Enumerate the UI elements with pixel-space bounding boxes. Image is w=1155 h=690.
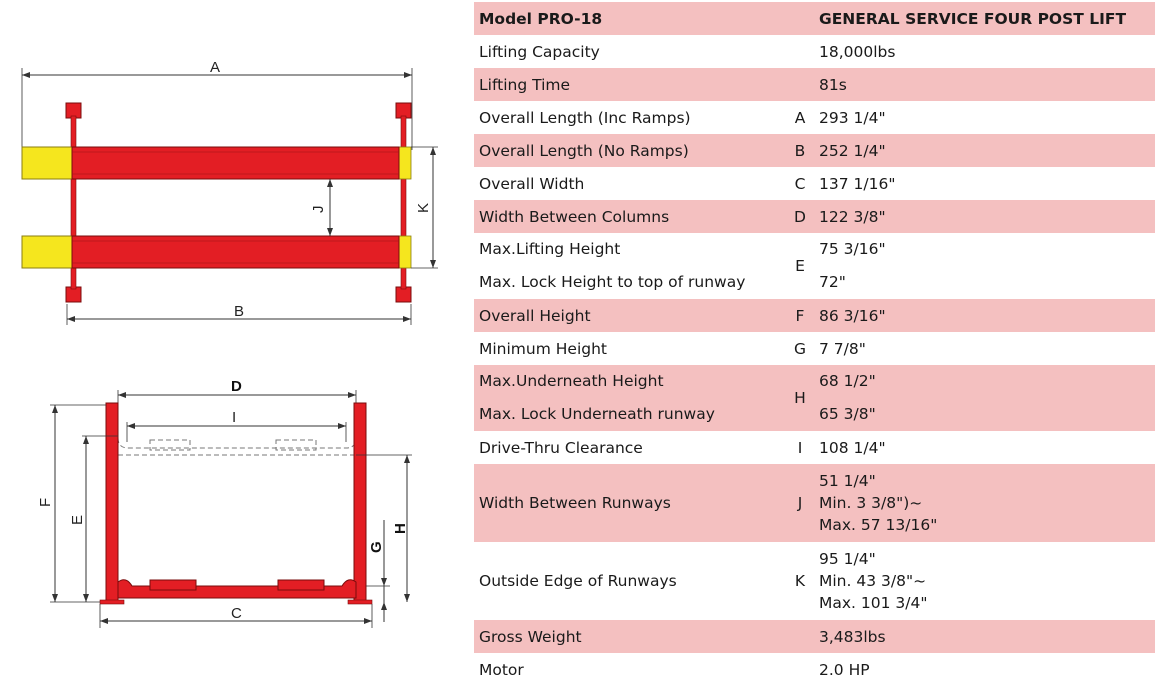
table-row <box>474 299 1155 332</box>
spec-key <box>786 68 814 101</box>
dimension-j <box>310 179 333 236</box>
dimension-c-label: C <box>231 605 242 622</box>
spec-label: Width Between Runways <box>474 464 786 542</box>
spec-key <box>786 620 814 653</box>
spec-value: 18,000lbs <box>814 35 1155 68</box>
table-row <box>474 464 1155 542</box>
dimension-g-label: G <box>368 541 385 553</box>
spec-label: Lifting Time <box>474 68 786 101</box>
spec-value-line3: Max. 101 3/4" <box>819 594 928 612</box>
spec-key: D <box>786 200 814 233</box>
spec-label: Gross Weight <box>474 620 786 653</box>
dimension-g <box>366 520 390 622</box>
spec-key: I <box>786 431 814 464</box>
spec-value: 3,483lbs <box>814 620 1155 653</box>
table-row <box>474 200 1155 233</box>
spec-value-line1: 51 1/4" <box>819 472 876 490</box>
spec-value: 86 3/16" <box>814 299 1155 332</box>
spec-key: C <box>786 167 814 200</box>
runways-top <box>72 147 399 268</box>
dimension-a-label: A <box>210 59 221 76</box>
spec-key: B <box>786 134 814 167</box>
spec-label <box>474 365 786 431</box>
spec-value-line2: Min. 43 3/8"~ <box>819 572 927 590</box>
top-view-diagram <box>0 0 450 330</box>
spec-label: Width Between Columns <box>474 200 786 233</box>
spec-value <box>814 464 1155 542</box>
spec-label: Minimum Height <box>474 332 786 365</box>
spec-value-line2: Min. 3 3/8")~ <box>819 494 923 512</box>
table-row <box>474 68 1155 101</box>
table-title: GENERAL SERVICE FOUR POST LIFT <box>814 2 1155 35</box>
spec-key: E <box>786 233 814 299</box>
table-row <box>474 653 1155 686</box>
table-row <box>474 431 1155 464</box>
dimension-h-label: H <box>392 523 409 534</box>
dimension-i-label: I <box>232 409 237 426</box>
dimension-b-label: B <box>234 303 245 320</box>
spec-value: 137 1/16" <box>814 167 1155 200</box>
table-row <box>474 365 1155 431</box>
spec-key: K <box>786 542 814 620</box>
spec-value-line1: 95 1/4" <box>819 550 876 568</box>
spec-value-line2: 72" <box>819 273 846 291</box>
spec-key <box>786 35 814 68</box>
raised-runway-outline <box>118 438 356 455</box>
spec-value: 252 1/4" <box>814 134 1155 167</box>
spec-value: 2.0 HP <box>814 653 1155 686</box>
dimension-j-label: J <box>310 205 327 213</box>
spec-value: 122 3/8" <box>814 200 1155 233</box>
spec-key <box>786 653 814 686</box>
spec-value-line3: Max. 57 13/16" <box>819 516 938 534</box>
spec-value-line1: 75 3/16" <box>819 240 886 258</box>
dimension-k-label: K <box>415 202 432 213</box>
front-view-diagram <box>0 370 450 640</box>
spec-label: Overall Length (No Ramps) <box>474 134 786 167</box>
table-row <box>474 167 1155 200</box>
spec-value: 108 1/4" <box>814 431 1155 464</box>
spec-key: F <box>786 299 814 332</box>
table-row <box>474 542 1155 620</box>
table-header-row <box>474 2 1155 35</box>
spec-label: Outside Edge of Runways <box>474 542 786 620</box>
lowered-runway <box>118 580 356 598</box>
dimension-f <box>37 405 106 602</box>
dimension-k <box>411 147 438 268</box>
spec-value: 7 7/8" <box>814 332 1155 365</box>
model-name: Model PRO-18 <box>474 2 786 35</box>
spec-label: Overall Length (Inc Ramps) <box>474 101 786 134</box>
spec-table <box>474 2 1155 686</box>
spec-value-line2: 65 3/8" <box>819 405 876 423</box>
lift-columns-top <box>66 103 411 302</box>
dimension-i <box>127 409 346 442</box>
dimension-d-label: D <box>231 378 242 395</box>
spec-label-line1: Max.Underneath Height <box>479 372 664 390</box>
spec-label: Overall Width <box>474 167 786 200</box>
table-row <box>474 101 1155 134</box>
spec-value: 293 1/4" <box>814 101 1155 134</box>
dimension-e-label: E <box>69 514 86 525</box>
spec-key: A <box>786 101 814 134</box>
spec-label-line1: Max.Lifting Height <box>479 240 621 258</box>
spec-label: Overall Height <box>474 299 786 332</box>
dimension-b <box>67 303 411 325</box>
spec-value-line1: 68 1/2" <box>819 372 876 390</box>
table-row <box>474 134 1155 167</box>
table-row <box>474 35 1155 68</box>
spec-value <box>814 542 1155 620</box>
spec-label <box>474 233 786 299</box>
lift-columns-front <box>100 403 372 604</box>
spec-key: J <box>786 464 814 542</box>
dimension-d <box>118 378 356 408</box>
spec-label: Motor <box>474 653 786 686</box>
table-row <box>474 620 1155 653</box>
table-row <box>474 332 1155 365</box>
spec-label: Drive-Thru Clearance <box>474 431 786 464</box>
dimension-f-label: F <box>37 497 54 507</box>
spec-key: H <box>786 365 814 431</box>
spec-key: G <box>786 332 814 365</box>
spec-label-line2: Max. Lock Underneath runway <box>479 405 715 423</box>
spec-value <box>814 233 1155 299</box>
spec-value <box>814 365 1155 431</box>
spec-label: Lifting Capacity <box>474 35 786 68</box>
spec-value: 81s <box>814 68 1155 101</box>
dimension-c <box>100 604 372 628</box>
table-row <box>474 233 1155 299</box>
spec-label-line2: Max. Lock Height to top of runway <box>479 273 746 291</box>
